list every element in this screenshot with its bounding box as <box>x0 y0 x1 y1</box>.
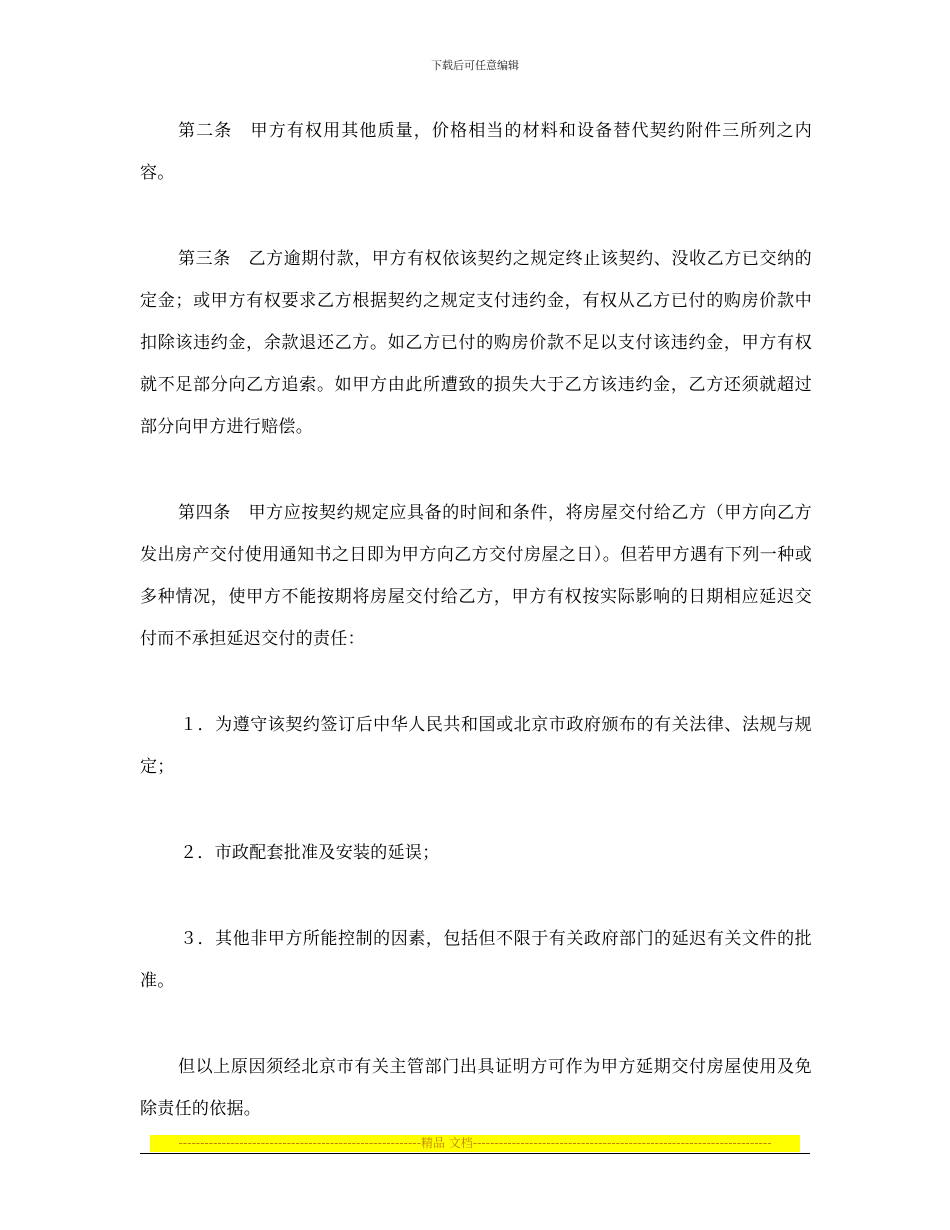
paragraph-spacer <box>140 788 812 832</box>
list-item-3: ３．其他非甲方所能控制的因素，包括但不限于有关政府部门的延迟有关文件的批准。 <box>140 929 812 991</box>
footer-watermark-bar: --------------------------------------------------------精品 文档--------------------------------------------------------------------- <box>150 1135 800 1152</box>
article-4-paragraph: 第四条 甲方应按契约规定应具备的时间和条件，将房屋交付给乙方（甲方向乙方发出房产交付使用通知书之日即为甲方向乙方交付房屋之日）。但若甲方遇有下列一种或多种情况，使甲方不能按期将房屋交付给乙方，甲方有权按实际影响的日期相应延迟交付而不承担延迟交付的责任： <box>140 503 812 649</box>
paragraph-spacer <box>140 874 812 918</box>
list-item-2: ２．市政配套批准及安装的延误； <box>180 843 440 863</box>
article-2-paragraph: 第二条 甲方有权用其他质量，价格相当的材料和设备替代契约附件三所列之内容。 <box>140 121 812 183</box>
paragraph-spacer <box>140 448 812 492</box>
paragraph-spacer <box>140 660 812 704</box>
list-item-1: １．为遵守该契约签订后中华人民共和国或北京市政府颁布的有关法律、法规与规定； <box>140 715 812 777</box>
paragraph-spacer <box>140 194 812 238</box>
document-body <box>140 110 812 1130</box>
paragraph-spacer <box>140 1002 812 1046</box>
page-header-note: 下载后可任意编辑 <box>431 59 519 72</box>
closing-paragraph: 但以上原因须经北京市有关主管部门出具证明方可作为甲方延期交付房屋使用及免除责任的依据。 <box>140 1057 812 1119</box>
article-3-paragraph: 第三条 乙方逾期付款，甲方有权依该契约之规定终止该契约、没收乙方已交纳的定金；或甲方有权要求乙方根据契约之规定支付违约金，有权从乙方已付的购房价款中扣除该违约金，余款退还乙方。如乙方已付的购房价款不足以支付该违约金，甲方有权就不足部分向乙方追索。如甲方由此所遭致的损失大于乙方该违约金，乙方还须就超过部分向甲方进行赔偿。 <box>140 249 812 437</box>
footer-divider <box>140 1153 810 1154</box>
